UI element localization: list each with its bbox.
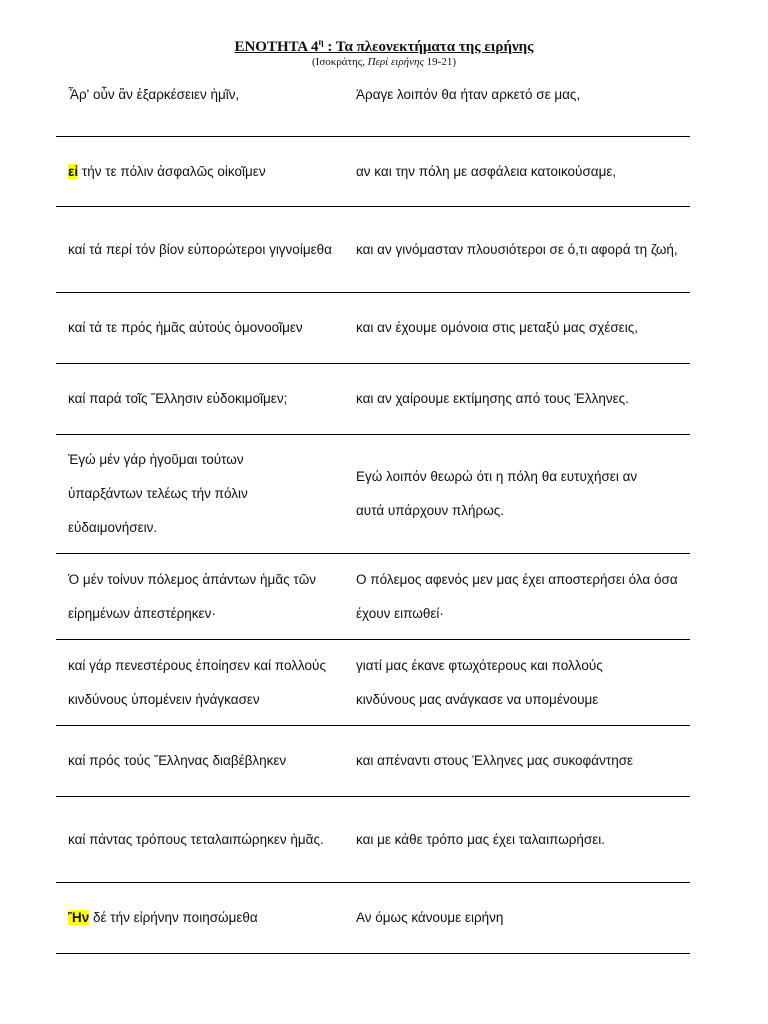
- ancient-text-cell: Ὁ μέν τοίνυν πόλεμος ἁπάντων ἡμᾶς τῶν εἰρημένων ἀπεστέρηκεν·: [68, 571, 317, 621]
- ancient-text-cell: καί πάντας τρόπους τεταλαιπώρηκεν ἡμᾶς.: [68, 831, 324, 847]
- document-title: ΕΝΟΤΗΤΑ $4^\eta$ : Τα πλεονεκτήματα της ειρήνης: [234, 37, 534, 55]
- table-row: [56, 554, 690, 640]
- ancient-text-cell: καί γάρ πενεστέρους ἐποίησεν καί πολλούς κινδύνους ὑπομένειν ἠνάγκασεν: [68, 657, 326, 707]
- modern-text-cell: και αν γινόμασταν πλουσιότεροι σε ό,τι αφορά τη ζωή,: [356, 241, 678, 257]
- modern-text-cell: Ο πόλεμος αφενός μεν μας έχει αποστερήσει όλα όσα έχουν ειπωθεί·: [356, 571, 678, 621]
- document-subtitle: (Ισοκράτης, Περί ειρήνης 19-21): [312, 56, 456, 68]
- table-row: [56, 364, 690, 435]
- ancient-text-cell: Ἐγώ μέν γάρ ἡγοῦμαι τούτων ὑπαρξάντων τελέως τήν πόλιν εὐδαιμονήσειν.: [68, 452, 248, 535]
- ancient-text-cell: Ἤν δέ τήν εἰρήνην ποιησώμεθα: [68, 910, 258, 925]
- ancient-text-cell: καί τά τε πρός ἡμᾶς αὐτούς ὁμονοοῖμεν: [68, 320, 303, 335]
- ancient-text-cell: εἰ τήν τε πόλιν ἀσφαλῶς οἰκοῖμεν: [68, 163, 266, 179]
- table-row: [56, 797, 690, 883]
- table-row: [56, 883, 690, 954]
- translation-table: [56, 72, 690, 954]
- modern-text-cell: αν και την πόλη με ασφάλεια κατοικούσαμε,: [356, 163, 617, 179]
- table-row: [56, 72, 690, 137]
- modern-text-cell: Εγώ λοιπόν θεωρώ ότι η πόλη θα ευτυχήσει αν αυτά υπάρχουν πλήρως.: [356, 469, 638, 518]
- table-row: [56, 435, 690, 554]
- modern-text-cell: και με κάθε τρόπο μας έχει ταλαιπωρήσει.: [356, 831, 606, 847]
- modern-text-cell: γιατί μας έκανε φτωχότερους και πολλούς κινδύνους μας ανάγκασε να υπομένουμε: [356, 657, 603, 707]
- document-header: [0, 33, 768, 69]
- table-row: [56, 726, 690, 797]
- table-row: [56, 293, 690, 364]
- modern-text-cell: Αν όμως κάνουμε ειρήνη: [356, 910, 504, 925]
- ancient-text-cell: Ἆρ' οὖν ἂν ἐξαρκέσειεν ἡμῖν,: [68, 87, 240, 102]
- modern-text-cell: και απέναντι στους Έλληνες μας συκοφάντησε: [356, 753, 634, 768]
- table-row: [56, 137, 690, 207]
- ancient-text-cell: καί πρός τούς Ἕλληνας διαβέβληκεν: [68, 753, 287, 768]
- ancient-text-cell: καί παρά τοῖς Ἕλλησιν εὐδοκιμοῖμεν;: [68, 391, 288, 406]
- ancient-text-cell: καί τά περί τόν βίον εὐπορώτεροι γιγνοίμεθα: [68, 241, 332, 257]
- modern-text-cell: Άραγε λοιπόν θα ήταν αρκετό σε μας,: [356, 87, 581, 102]
- table-row: [56, 207, 690, 293]
- modern-text-cell: και αν έχουμε ομόνοια στις μεταξύ μας σχέσεις,: [356, 320, 638, 335]
- table-row: [56, 640, 690, 726]
- modern-text-cell: και αν χαίρουμε εκτίμησης από τους Έλληνες.: [356, 391, 629, 406]
